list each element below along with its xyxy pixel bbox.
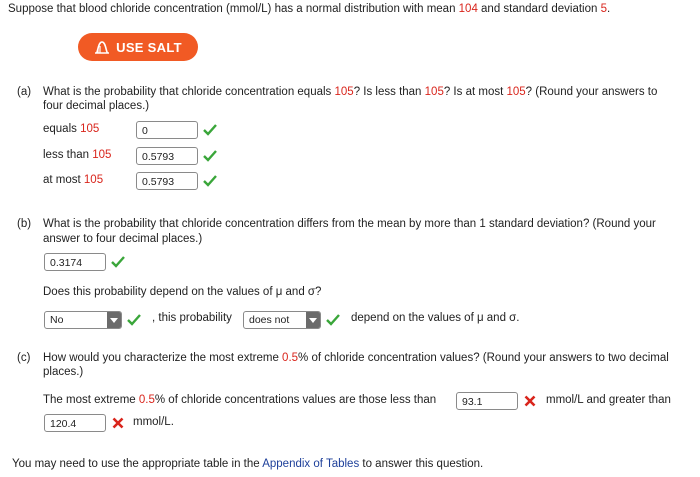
upper-bound-input[interactable]: 120.4	[44, 414, 106, 432]
lower-bound-input[interactable]: 93.1	[456, 392, 518, 410]
correct-check-icon	[326, 314, 340, 326]
equals-input[interactable]: 0	[136, 121, 198, 139]
incorrect-x-icon	[112, 417, 124, 429]
at-most-input[interactable]: 0.5793	[136, 172, 198, 190]
extreme-sentence: The most extreme 0.5% of chloride concentrations values are those less than	[43, 394, 437, 406]
units-text: mmol/L.	[133, 416, 174, 428]
correct-check-icon	[203, 150, 217, 162]
this-probability-text: , this probability	[152, 312, 232, 324]
greater-than-text: mmol/L and greater than	[546, 394, 671, 406]
sd-value: 5	[600, 3, 608, 15]
mean-value: 104	[458, 3, 478, 15]
part-b-question-line2: answer to four decimal places.)	[43, 233, 203, 245]
part-c-question-line2: places.)	[43, 366, 84, 378]
part-b-question: What is the probability that chloride concentration differs from the mean by more than 1 standard deviation? (Round your	[43, 218, 656, 230]
depend-end-text: depend on the values of μ and σ.	[351, 312, 520, 324]
part-c-question: How would you characterize the most extreme 0.5% of chloride concentration values? (Round your answers to two decimal	[43, 352, 669, 364]
depend-select[interactable]: No	[44, 311, 122, 329]
part-a-question-line2: four decimal places.)	[43, 100, 150, 112]
less-than-input[interactable]: 0.5793	[136, 147, 198, 165]
less-than-label: less than 105	[43, 149, 112, 161]
correct-check-icon	[127, 314, 141, 326]
correct-check-icon	[203, 124, 217, 136]
use-salt-label: USE SALT	[116, 39, 182, 55]
correct-check-icon	[111, 256, 125, 268]
incorrect-x-icon	[524, 395, 536, 407]
use-salt-button[interactable]	[78, 33, 198, 61]
footer-text: You may need to use the appropriate table in the Appendix of Tables to answer this question.	[12, 458, 484, 470]
part-b-input[interactable]: 0.3174	[44, 253, 106, 271]
does-not-select[interactable]: does not	[243, 311, 321, 329]
salt-icon	[94, 40, 110, 54]
appendix-link[interactable]: Appendix of Tables	[262, 458, 360, 470]
equals-label: equals 105	[43, 123, 100, 135]
part-c-letter: (c)	[17, 352, 31, 364]
intro-text: Suppose that blood chloride concentration (mmol/L) has a normal distribution with mean 104 and standard deviation 5.	[8, 3, 611, 15]
part-a-question: What is the probability that chloride concentration equals 105? Is less than 105? Is at most 105? (Round your answers to	[43, 86, 658, 98]
at-most-label: at most 105	[43, 174, 104, 186]
correct-check-icon	[203, 175, 217, 187]
chevron-down-icon	[306, 312, 320, 328]
part-a-letter: (a)	[17, 86, 32, 98]
part-b-letter: (b)	[17, 218, 32, 230]
depend-question: Does this probability depend on the values of μ and σ?	[43, 286, 322, 298]
chevron-down-icon	[107, 312, 121, 328]
